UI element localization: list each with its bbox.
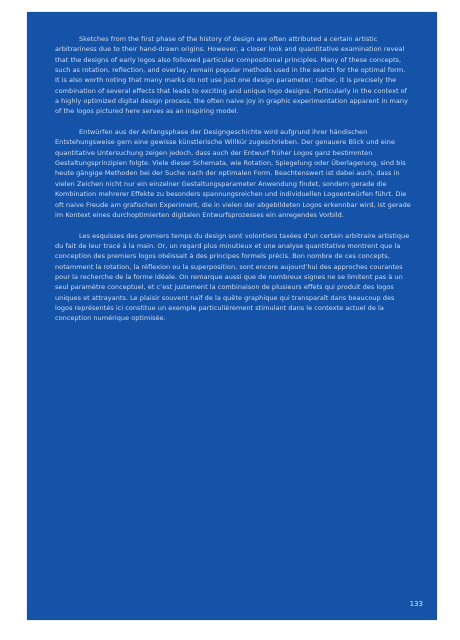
book-page (27, 12, 437, 620)
body-text (55, 34, 411, 334)
paragraph-german: Entwürfen aus der Anfangsphase der Designgeschichte wird aufgrund ihrer händischen Entstehungsweise gern eine gewisse künstlerische Willkür zugeschrieben. Der genauere Blick und eine quantitative Untersuchung zeigen jedoch, dass auch der Entwurf früher Logos ganz bestimmten Gestaltungsprinzipien folgte. Viele dieser Schemata, wie Rotation, Spiegelung oder Überlagerung, sind bis heute gängige Methoden bei der Suche nach der optimalen Form. Beachtenswert ist dabei auch, dass in vielen Zeichen nicht nur ein einzelner Gestaltungsparameter Anwendung findet, sondern gerade die Kombination mehrerer Effekte zu besonders spannungsreichen und individuellen Logoentwürfen führt. Die oft naive Freude am grafischen Experiment, die in vielen der abgebildeten Logos erkennbar wird, ist gerade im Kontext eines durchoptimierten digitalen Entwurfsprozesses ein anregendes Vorbild. (55, 128, 411, 219)
paragraph-french: Les esquisses des premiers temps du design sont volontiers taxées d’un certain arbitraire artistique du fait de leur tracé à la main. Or, un regard plus minutieux et une analyse quantitative montrent que la conception des premiers logos obéissait à des principes formels précis. Bon nombre de ces concepts, notamment la rotation, la réflexion ou la superposition, sont encore aujourd’hui des approches courantes pour la recherche de la forme idéale. On remarque aussi que de nombreux signes ne se limitent pas à un seul paramètre conceptuel, et c’est justement la combinaison de plusieurs effets qui produit des logos uniques et attrayants. Le plaisir souvent naïf de la quête graphique qui transparaît dans beaucoup des logos représentés ici constitue un exemple particulièrement stimulant dans le contexte actuel de la conception numérique optimisée. (55, 231, 410, 323)
paragraph-english: Sketches from the first phase of the history of design are often attributed a certain artistic arbitrariness due to their hand-drawn origins. However, a closer look and quantitative examination reveal that the designs of early logos also followed particular compositional principles. Many of these concepts, such as rotation, reflection, and overlay, remain popular methods used in the search for the optimal form. It is also worth noting that many marks do not use just one design parameter; rather, it is precisely the combination of several effects that leads to exciting and unique logo designs. Particularly in the context of a highly optimized digital design process, the often naive joy in graphic experimentation apparent in many of the logos pictured here serves as an inspiring model. (55, 35, 408, 116)
page-number: 133 (409, 600, 423, 608)
